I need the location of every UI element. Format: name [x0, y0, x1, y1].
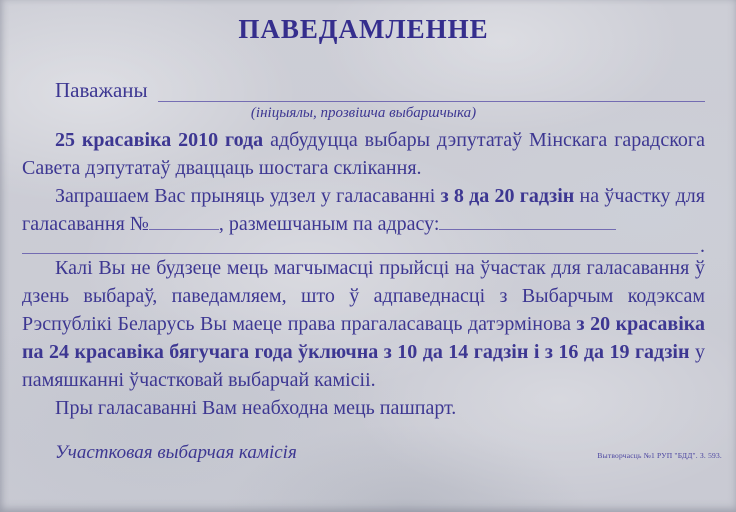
address-continuation-row	[22, 235, 705, 257]
precinct-number-blank-line	[149, 213, 219, 230]
document-content	[0, 12, 736, 422]
address-label: , размешчаным па адрасу:	[218, 213, 440, 235]
address-blank-line	[439, 213, 616, 230]
paragraph-passport-notice: Пры галасаванні Вам неабходна мець пашпарт.	[55, 397, 457, 419]
invitation-mid: на ўчастку для галасавання №	[22, 185, 705, 235]
address-line-period: .	[700, 235, 705, 257]
invitation-start: Запрашаем Вас прыняць удзел у галасаванні	[55, 185, 441, 207]
election-date-bold: 25 красавіка 2010 года	[55, 129, 264, 151]
document-title: ПАВЕДАМЛЕННЕ	[238, 14, 489, 44]
early-voting-end: у памяшканні ўчастковай выбарчай камісіі.	[22, 341, 705, 391]
voter-name-blank-line	[158, 79, 705, 102]
document-body	[22, 126, 705, 422]
address-continuation-blank-line	[22, 239, 698, 254]
salutation-row	[22, 78, 705, 102]
voting-hours-bold: з 8 да 20 гадзін	[440, 185, 575, 207]
paragraph-election-date	[22, 126, 705, 182]
paragraph-early-voting	[22, 254, 705, 394]
early-voting-dates-bold: з 20 красавіка па 24 красавіка бягучага года ўключна з 10 да 14 гадзін і з 16 да 19 гадзін	[22, 313, 705, 363]
salutation-caption: (ініцыялы, прозвішча выбаршчыка)	[250, 105, 477, 121]
commission-signature: Участковая выбарчая камісія	[55, 442, 297, 463]
paragraph-invitation	[22, 182, 705, 238]
election-date-rest: адбудуцца выбары дэпутатаў Мінскага гарадскога Савета дэпутатаў дваццаць шостага склікання.	[22, 129, 705, 179]
early-voting-start: Калі Вы не будзеце мець магчымасці прыйсці на ўчастак для галасавання ў дзень выбараў, паведамляем, што ў адпаведнасці з Выбарчым кодэксам Рэспублікі Беларусь Вы маеце права прагаласаваць датэрмінова	[22, 257, 705, 335]
salutation-label: Паважаны	[55, 78, 148, 102]
printers-mark: Вытворчасць №1 РУП "БДД". З. 593.	[597, 451, 722, 460]
